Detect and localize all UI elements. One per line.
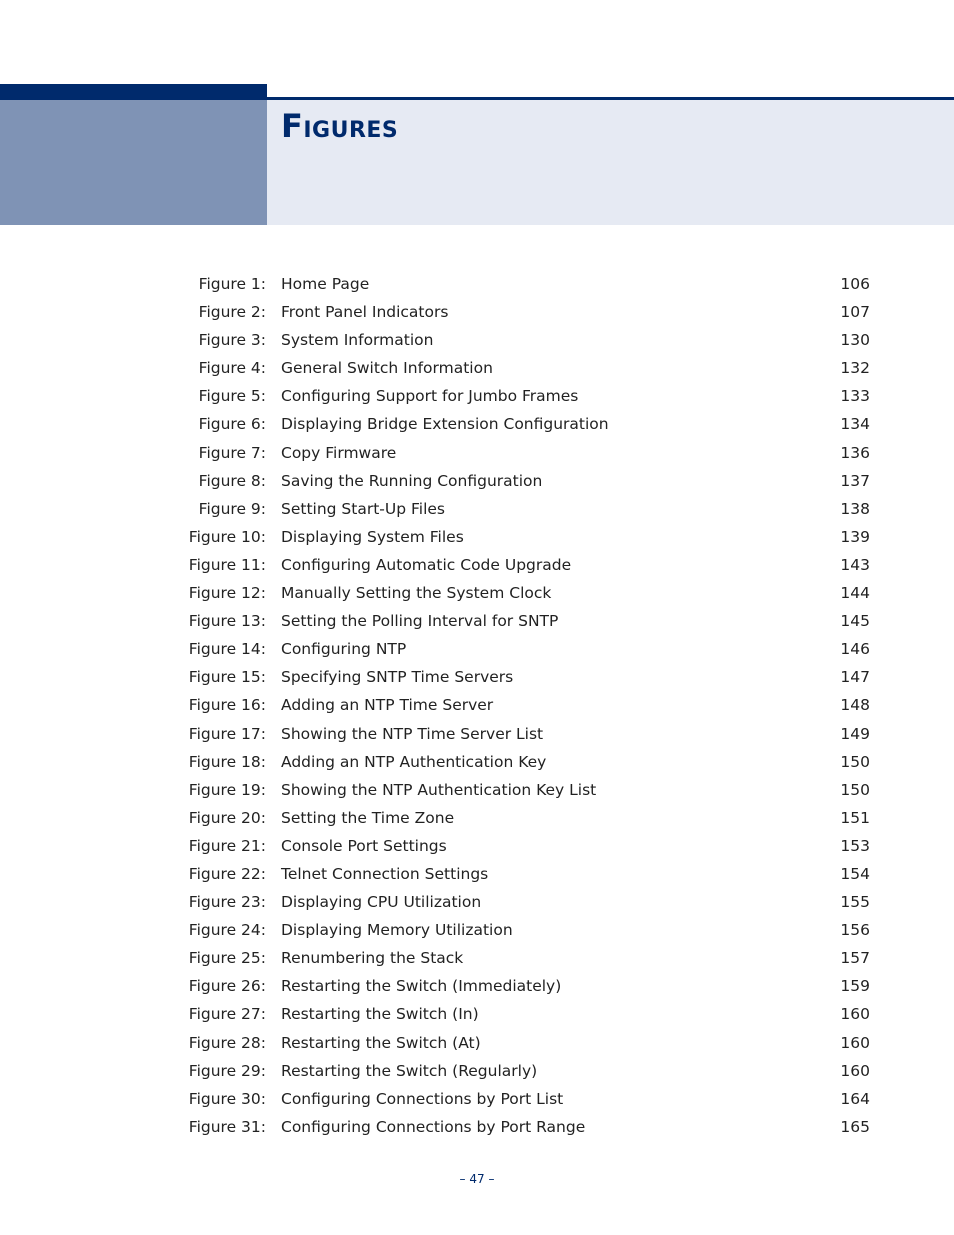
figure-title: Displaying CPU Utilization [281, 893, 482, 912]
figure-number: Figure 24: [188, 921, 266, 940]
figure-number: Figure 16: [188, 696, 266, 715]
figure-title: Configuring NTP [281, 640, 407, 659]
figure-number: Figure 14: [188, 640, 266, 659]
figure-entry[interactable] [0, 495, 954, 523]
figure-number: Figure 23: [188, 893, 266, 912]
figure-page: 149 [840, 724, 870, 743]
page-title: Figures [281, 107, 399, 145]
figure-title: Configuring Automatic Code Upgrade [281, 555, 572, 574]
figure-title: Configuring Connections by Port Range [281, 1117, 586, 1136]
header-dark-bar [0, 84, 267, 100]
figure-title: General Switch Information [281, 359, 493, 378]
figure-page: 145 [840, 612, 870, 631]
figure-title: Displaying Bridge Extension Configuration [281, 415, 609, 434]
figure-entry[interactable] [0, 382, 954, 410]
figure-number: Figure 13: [188, 612, 266, 631]
figure-number: Figure 11: [188, 555, 266, 574]
figure-number: Figure 8: [198, 471, 266, 490]
figure-page: 106 [840, 275, 870, 293]
figure-page: 160 [840, 1061, 870, 1080]
figure-entry[interactable] [0, 748, 954, 776]
figure-title: Copy Firmware [281, 443, 397, 462]
figure-entry[interactable] [0, 1113, 954, 1141]
figure-number: Figure 28: [188, 1033, 266, 1052]
figure-title: Showing the NTP Time Server List [281, 724, 544, 743]
figure-title: Renumbering the Stack [281, 949, 464, 968]
figure-entry[interactable] [0, 579, 954, 607]
figure-number: Figure 7: [198, 443, 266, 462]
figure-number: Figure 9: [198, 499, 266, 518]
figure-title: Console Port Settings [281, 836, 447, 855]
figure-page: 137 [840, 471, 870, 490]
figure-entry[interactable] [0, 439, 954, 467]
figure-title: Displaying Memory Utilization [281, 921, 513, 940]
figure-title: Configuring Support for Jumbo Frames [281, 387, 579, 406]
figure-title: Showing the NTP Authentication Key List [281, 780, 597, 799]
figure-number: Figure 26: [188, 977, 266, 996]
figure-number: Figure 1: [198, 275, 266, 293]
figure-entry[interactable] [0, 832, 954, 860]
figure-entry[interactable] [0, 635, 954, 663]
figure-page: 148 [840, 696, 870, 715]
figure-entry[interactable] [0, 691, 954, 719]
figure-page: 153 [840, 836, 870, 855]
figure-number: Figure 5: [198, 387, 266, 406]
figure-page: 165 [840, 1117, 870, 1136]
figure-entry[interactable] [0, 1000, 954, 1028]
figure-page: 160 [840, 1033, 870, 1052]
figure-page: 134 [840, 415, 870, 434]
figure-page: 160 [840, 1005, 870, 1024]
figure-number: Figure 15: [188, 668, 266, 687]
figure-title: Setting Start-Up Files [281, 499, 446, 518]
figure-number: Figure 25: [188, 949, 266, 968]
figure-title: Adding an NTP Authentication Key [281, 752, 547, 771]
figure-entry[interactable] [0, 298, 954, 326]
figure-title: Configuring Connections by Port List [281, 1089, 564, 1108]
figure-page: 157 [840, 949, 870, 968]
figure-title: Restarting the Switch (At) [281, 1033, 481, 1052]
figure-entry[interactable] [0, 804, 954, 832]
figure-entry[interactable] [0, 1085, 954, 1113]
header-side-block [0, 100, 267, 225]
figure-title: Restarting the Switch (Regularly) [281, 1061, 538, 1080]
figure-entry[interactable] [0, 326, 954, 354]
figure-title: System Information [281, 331, 434, 350]
figure-title: Restarting the Switch (Immediately) [281, 977, 562, 996]
figure-number: Figure 22: [188, 864, 266, 883]
figure-title: Setting the Polling Interval for SNTP [281, 612, 559, 631]
figure-page: 150 [840, 752, 870, 771]
figure-entry[interactable] [0, 410, 954, 438]
figure-title: Restarting the Switch (In) [281, 1005, 479, 1024]
figure-title: Manually Setting the System Clock [281, 584, 552, 603]
figure-entry[interactable] [0, 663, 954, 691]
figure-number: Figure 21: [188, 836, 266, 855]
figure-number: Figure 12: [188, 584, 266, 603]
figure-number: Figure 4: [198, 359, 266, 378]
figure-page: 130 [840, 331, 870, 350]
figure-entry[interactable] [0, 776, 954, 804]
figure-title: Specifying SNTP Time Servers [281, 668, 514, 687]
figure-page: 144 [840, 584, 870, 603]
figure-page: 146 [840, 640, 870, 659]
figure-entry[interactable] [0, 1057, 954, 1085]
figure-title: Adding an NTP Time Server [281, 696, 494, 715]
figure-page: 107 [840, 303, 870, 322]
figure-entry[interactable] [0, 916, 954, 944]
figure-page: 156 [840, 921, 870, 940]
figure-number: Figure 6: [198, 415, 266, 434]
figure-page: 155 [840, 893, 870, 912]
figure-page: 138 [840, 499, 870, 518]
figure-number: Figure 18: [188, 752, 266, 771]
page-number: – 47 – [459, 1172, 495, 1186]
figure-title: Home Page [281, 275, 370, 293]
figure-entry[interactable] [0, 720, 954, 748]
figure-entry[interactable] [0, 523, 954, 551]
figure-entry[interactable] [0, 888, 954, 916]
figure-page: 132 [840, 359, 870, 378]
figure-title: Front Panel Indicators [281, 303, 449, 322]
figure-page: 150 [840, 780, 870, 799]
figure-number: Figure 2: [198, 303, 266, 322]
figure-number: Figure 19: [188, 780, 266, 799]
figure-entry[interactable] [0, 972, 954, 1000]
figure-number: Figure 27: [188, 1005, 266, 1024]
figure-page: 133 [840, 387, 870, 406]
figure-title: Displaying System Files [281, 527, 464, 546]
figure-title: Telnet Connection Settings [281, 864, 489, 883]
figure-number: Figure 3: [198, 331, 266, 350]
figure-page: 147 [840, 668, 870, 687]
figure-number: Figure 10: [188, 527, 266, 546]
figure-entry[interactable] [0, 860, 954, 888]
figure-page: 151 [840, 808, 870, 827]
figure-title: Saving the Running Configuration [281, 471, 543, 490]
figure-entry[interactable] [0, 270, 954, 298]
figure-number: Figure 30: [188, 1089, 266, 1108]
figure-number: Figure 20: [188, 808, 266, 827]
figure-page: 136 [840, 443, 870, 462]
figure-title: Setting the Time Zone [281, 808, 455, 827]
figure-entry[interactable] [0, 944, 954, 972]
figure-entry[interactable] [0, 551, 954, 579]
figure-number: Figure 29: [188, 1061, 266, 1080]
figure-number: Figure 17: [188, 724, 266, 743]
figure-list [0, 270, 954, 1141]
figure-number: Figure 31: [188, 1117, 266, 1136]
figure-page: 143 [840, 555, 870, 574]
figure-entry[interactable] [0, 354, 954, 382]
figure-entry[interactable] [0, 467, 954, 495]
figure-page: 159 [840, 977, 870, 996]
figure-entry[interactable] [0, 607, 954, 635]
figure-page: 139 [840, 527, 870, 546]
figure-page: 154 [840, 864, 870, 883]
figure-page: 164 [840, 1089, 870, 1108]
figure-entry[interactable] [0, 1029, 954, 1057]
